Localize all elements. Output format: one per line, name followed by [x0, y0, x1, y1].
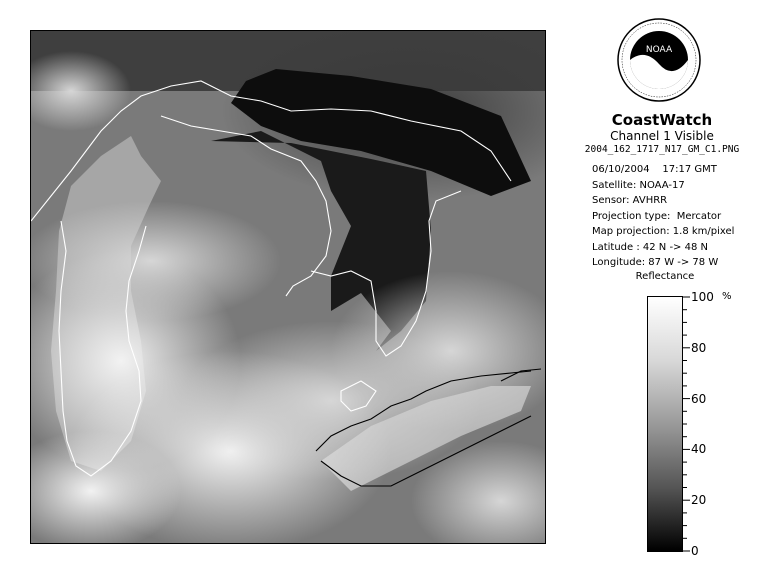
satellite-map	[31, 31, 545, 543]
satellite-image	[30, 30, 546, 544]
brand-title: CoastWatch	[611, 111, 713, 129]
scale-tick-label: 80	[691, 340, 707, 355]
scale-tick-label: 100	[691, 290, 714, 304]
scale-tick-label: 20	[691, 493, 707, 508]
time-value: 17:17 GMT	[662, 164, 717, 175]
cloud-mass	[31, 201, 281, 321]
scale-tick-label: 60	[691, 391, 707, 406]
date-time-line	[592, 162, 734, 178]
cloud-mass	[181, 321, 481, 481]
scale-tick-label: 0	[691, 544, 699, 558]
file-name: 2004_162_1717_N17_GM_C1.PNG	[584, 144, 740, 155]
reflectance-colorbar	[647, 296, 683, 552]
metadata-block	[592, 162, 734, 271]
scale-title: Reflectance	[635, 271, 695, 282]
channel-label: Channel 1 Visible	[610, 129, 714, 143]
scale-tick-label: 40	[691, 442, 707, 457]
sensor-line: Sensor: AVHRR	[592, 195, 668, 206]
info-panel	[552, 112, 772, 157]
noaa-logo	[617, 18, 701, 102]
logo-center-text: NOAA	[645, 45, 673, 55]
latitude-line: Latitude : 42 N -> 48 N	[592, 241, 708, 253]
longitude-line: Longitude: 87 W -> 78 W	[592, 257, 719, 268]
map-projection-line: Map projection: 1.8 km/pixel	[592, 226, 735, 237]
projection-type-line: Projection type: Mercator	[592, 210, 722, 222]
scale-ticks	[682, 296, 692, 552]
satellite-line: Satellite: NOAA-17	[592, 179, 685, 191]
scale-unit: %	[722, 291, 732, 302]
date-value: 06/10/2004	[592, 164, 650, 175]
